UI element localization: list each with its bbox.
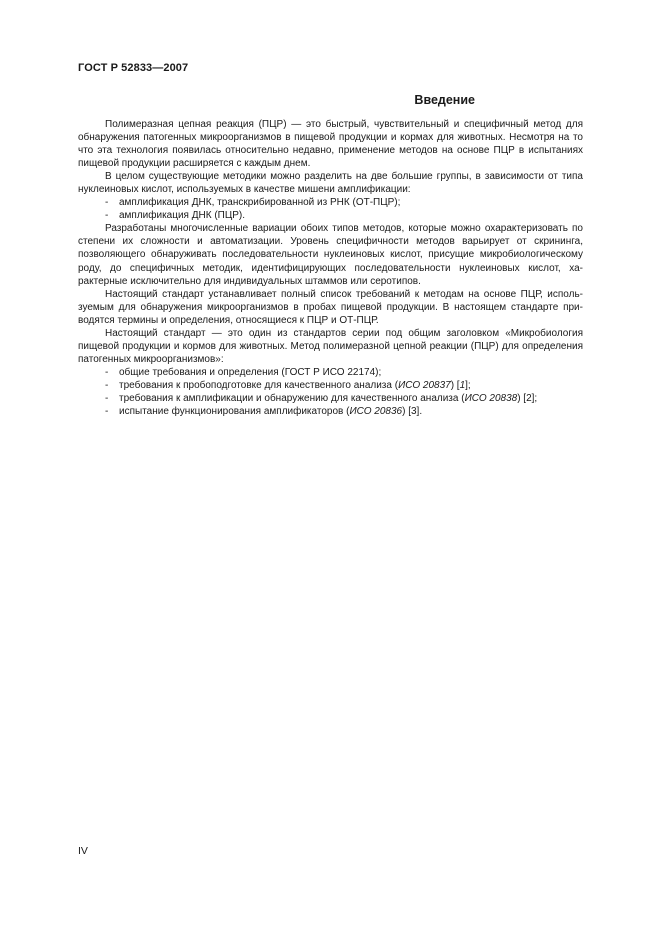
section-title-text: Введение	[414, 93, 475, 107]
list-item: - общие требования и определения (ГОСТ Р ИСО 22174);	[105, 366, 382, 378]
paragraph-intro: Полимеразная цепная реакция (ПЦР) — это быстрый, чувствительный и специфичный метод для обнаружения патогенных микроорганизмов в пищевой продукции и кормах для животных. Несмотря на то что эта технология появилась относительно недавно, применение методов на основе ПЦР в испытаниях пищевой продукции расширяется с каждым днем.	[78, 119, 583, 170]
paragraph-variations: Разработаны многочисленные вариации обоих типов методов, которые можно охарактеризовать по степени их сложности и автоматизации. Уровень специфичности методов варьирует от скрининга, позволяющего обнаруживать последовательности нуклеиновых кислот, присущие микробиологическому роду, до специфичных методик, идентифицирующих последовательности нуклеиновых кислот, характерные исключительно для индивидуальных штаммов или серотипов.	[78, 223, 583, 287]
paragraph-series: Настоящий стандарт — это один из стандартов серии под общим заголовком «Микробиология пищевой продукции и кормов для животных. Метод полимеразной цепной реакции (ПЦР) для определения патогенных микроорганизмов»:	[78, 327, 583, 365]
list-item: - амплификация ДНК, транскрибированной из РНК (ОТ-ПЦР);	[105, 197, 401, 209]
section-title	[78, 93, 583, 107]
paragraph-scope: Настоящий стандарт устанавливает полный список требований к методам на основе ПЦР, используемым для обнаружения микроорганизмов в пробах пищевой продукции. В настоящем стандарте приводятся термины и определения, относящиеся к ПЦР и ОТ-ПЦР.	[78, 288, 583, 326]
document-body	[78, 118, 583, 418]
document-code: ГОСТ Р 52833—2007	[78, 62, 189, 74]
page-number: IV	[78, 845, 88, 857]
list-item: - требования к пробоподготовке для качественного анализа (ИСО 20837) [1];	[105, 379, 471, 391]
list-item: - требования к амплификации и обнаружению для качественного анализа (ИСО 20838) [2];	[105, 392, 538, 404]
paragraph-groups: В целом существующие методики можно разделить на две большие группы, в зависимости от типа нуклеиновых кислот, используемых в качестве мишени амплификации:	[78, 171, 583, 196]
list-item: - испытание функционирования амплификаторов (ИСО 20836) [3].	[105, 406, 423, 418]
list-item: - амплификация ДНК (ПЦР).	[105, 210, 246, 222]
